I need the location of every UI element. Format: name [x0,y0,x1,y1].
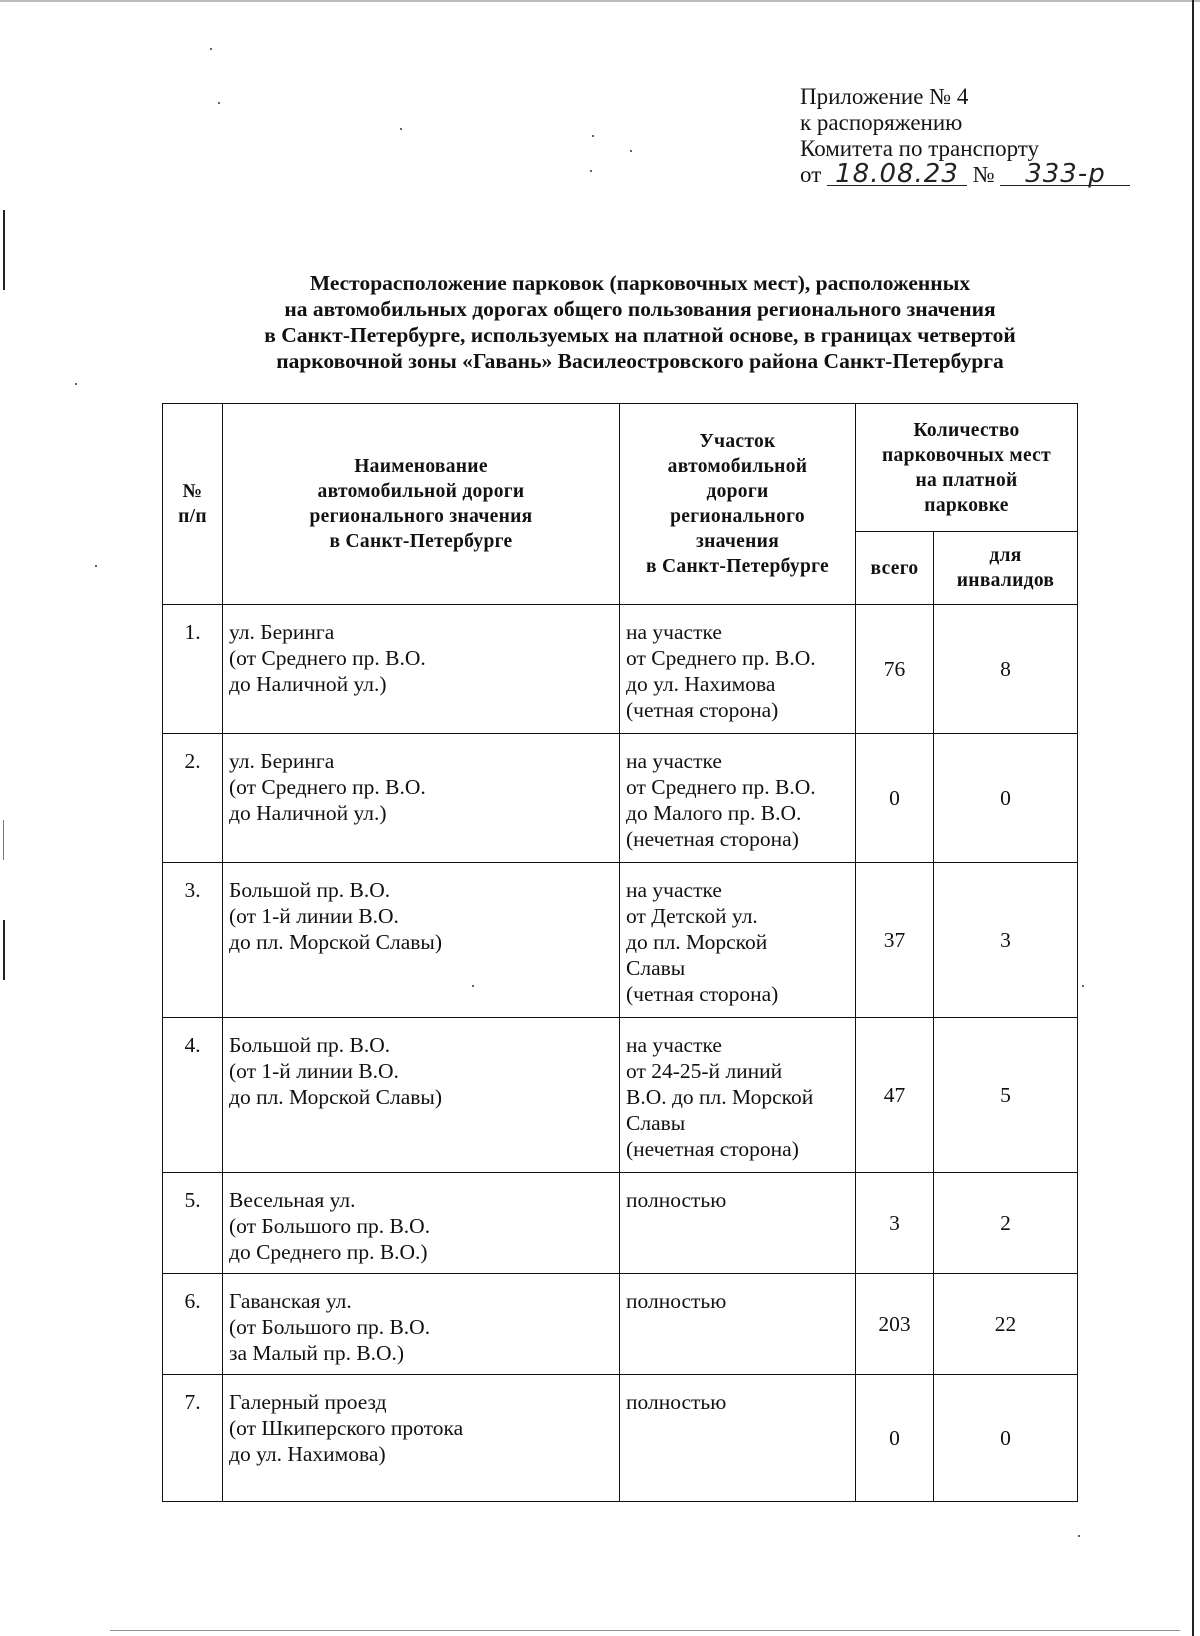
road-line: (от Среднего пр. В.О. [229,775,426,799]
header-disabled [934,532,1078,605]
road-line: (от 1-й линии В.О. [229,904,399,928]
header-section-line: регионального [670,506,805,527]
row-number: 7. [163,1375,223,1502]
section-line: от 24-25-й линий [626,1059,783,1083]
disabled-spaces: 0 [934,734,1078,863]
header-section-line: значения [695,531,780,552]
disabled-spaces: 8 [934,605,1078,734]
attachment-reference [800,84,1130,188]
road-name [223,734,620,863]
road-line: ул. Беринга [229,749,335,773]
header-count-line: на платной [915,469,1018,491]
handwritten-date: 18.08.23 [827,163,967,186]
scan-speck [400,128,402,130]
section-line: полностью [626,1289,727,1313]
total-spaces: 203 [856,1274,934,1375]
header-road-line: в Санкт-Петербурге [329,531,513,552]
row-number: 2. [163,734,223,863]
header-section-line: дороги [706,481,769,502]
header-road-section [620,404,856,605]
road-line: (от 1-й линии В.О. [229,1059,399,1083]
section-line: на участке [626,749,722,773]
disabled-spaces: 22 [934,1274,1078,1375]
total-spaces: 0 [856,734,934,863]
scan-speck [75,383,77,385]
title-line-2: на автомобильных дорогах общего пользования регионального значения [284,297,996,321]
attachment-date-number-row [800,159,1130,189]
table-row [163,1274,1078,1375]
road-section [620,863,856,1018]
document-title [120,270,1160,374]
road-name [223,1274,620,1375]
section-line: до пл. Морской [626,930,768,954]
table-row [163,605,1078,734]
date-prefix: от [800,162,822,187]
scan-edge-top [0,0,1200,2]
road-line: Большой пр. В.О. [229,1033,391,1057]
header-total: всего [856,532,934,605]
number-prefix: № [972,162,995,187]
header-section-line: автомобильной [667,456,808,477]
section-line: полностью [626,1188,727,1212]
header-num-line: № [182,481,203,502]
road-section [620,605,856,734]
title-line-1: Месторасположение парковок (парковочных мест), расположенных [309,271,971,295]
header-num-line: п/п [178,506,207,527]
section-line: на участке [626,878,722,902]
scan-speck [1078,1535,1080,1537]
section-line: (нечетная сторона) [626,827,799,851]
road-line: (от Шкиперского протока [229,1416,464,1440]
road-line: до пл. Морской Славы) [229,1085,443,1109]
header-count-line: парковочных мест [882,444,1052,466]
road-line: за Малый пр. В.О.) [229,1341,405,1365]
scan-speck [592,135,594,137]
row-number: 6. [163,1274,223,1375]
road-section [620,1173,856,1274]
road-line: Гаванская ул. [229,1289,352,1313]
header-road-line: регионального значения [309,506,533,527]
table-row [163,863,1078,1018]
section-line: Славы [626,956,686,980]
table-header-row [163,404,1078,532]
scan-speck [95,565,97,567]
road-line: до Среднего пр. В.О.) [229,1240,428,1264]
title-line-4: парковочной зоны «Гавань» Василеостровского района Санкт-Петербурга [276,349,1004,373]
header-road-name [223,404,620,605]
scan-speck [210,48,212,50]
header-parking-count [856,404,1078,532]
row-number: 4. [163,1018,223,1173]
scan-edge-left-3 [3,820,4,860]
title-line-3: в Санкт-Петербурге, используемых на платной основе, в границах четвертой [264,323,1016,347]
scan-speck [590,170,592,172]
header-section-line: в Санкт-Петербурге [646,556,829,577]
section-line: от Среднего пр. В.О. [626,775,816,799]
table-row [163,1375,1078,1502]
header-num [163,404,223,605]
row-number: 3. [163,863,223,1018]
road-line: Весельная ул. [229,1188,356,1212]
road-line: (от Большого пр. В.О. [229,1315,431,1339]
road-line: Большой пр. В.О. [229,878,391,902]
row-number: 5. [163,1173,223,1274]
section-line: Славы [626,1111,686,1135]
section-line: полностью [626,1390,727,1414]
scan-speck [1082,985,1084,987]
section-line: (четная сторона) [626,982,779,1006]
road-line: ул. Беринга [229,620,335,644]
table-row [163,1173,1078,1274]
disabled-spaces: 5 [934,1018,1078,1173]
section-line: до ул. Нахимова [626,672,776,696]
total-spaces: 37 [856,863,934,1018]
road-line: (от Большого пр. В.О. [229,1214,431,1238]
handwritten-number: 333-р [1000,163,1130,186]
parking-table [162,403,1078,1502]
road-name [223,1375,620,1502]
section-line: от Детской ул. [626,904,758,928]
attachment-line-appendix: Приложение № 4 [800,84,969,109]
total-spaces: 47 [856,1018,934,1173]
total-spaces: 3 [856,1173,934,1274]
road-line: Галерный проезд [229,1390,387,1414]
table-row [163,1018,1078,1173]
section-line: на участке [626,1033,722,1057]
section-line: (нечетная сторона) [626,1137,799,1161]
road-name [223,863,620,1018]
header-road-line: автомобильной дороги [317,481,525,502]
header-section-line: Участок [699,431,776,452]
road-line: до Наличной ул.) [229,801,387,825]
road-section [620,1274,856,1375]
scan-edge-left-2 [3,920,5,980]
table-row [163,734,1078,863]
road-line: (от Среднего пр. В.О. [229,646,426,670]
attachment-line-committee: Комитета по транспорту [800,136,1040,161]
road-section [620,1018,856,1173]
disabled-spaces: 3 [934,863,1078,1018]
attachment-line-order: к распоряжению [800,110,963,135]
scan-edge-right [1192,0,1194,1636]
total-spaces: 0 [856,1375,934,1502]
header-disabled-line: для [989,545,1022,566]
total-spaces: 76 [856,605,934,734]
scan-speck [218,102,220,104]
road-section [620,1375,856,1502]
road-name [223,605,620,734]
road-line: до Наличной ул.) [229,672,387,696]
section-line: В.О. до пл. Морской [626,1085,814,1109]
header-count-line: парковке [924,494,1009,516]
road-line: до пл. Морской Славы) [229,930,443,954]
header-disabled-line: инвалидов [956,570,1055,591]
header-count-line: Количество [913,419,1020,441]
section-line: (четная сторона) [626,698,779,722]
disabled-spaces: 0 [934,1375,1078,1502]
road-name [223,1018,620,1173]
disabled-spaces: 2 [934,1173,1078,1274]
header-road-line: Наименование [354,456,488,477]
section-line: на участке [626,620,722,644]
section-line: от Среднего пр. В.О. [626,646,816,670]
road-section [620,734,856,863]
road-name [223,1173,620,1274]
row-number: 1. [163,605,223,734]
section-line: до Малого пр. В.О. [626,801,802,825]
scan-edge-left-1 [3,210,5,290]
road-line: до ул. Нахимова) [229,1442,386,1466]
scan-edge-bottom [110,1630,1180,1631]
scan-speck [630,150,632,152]
